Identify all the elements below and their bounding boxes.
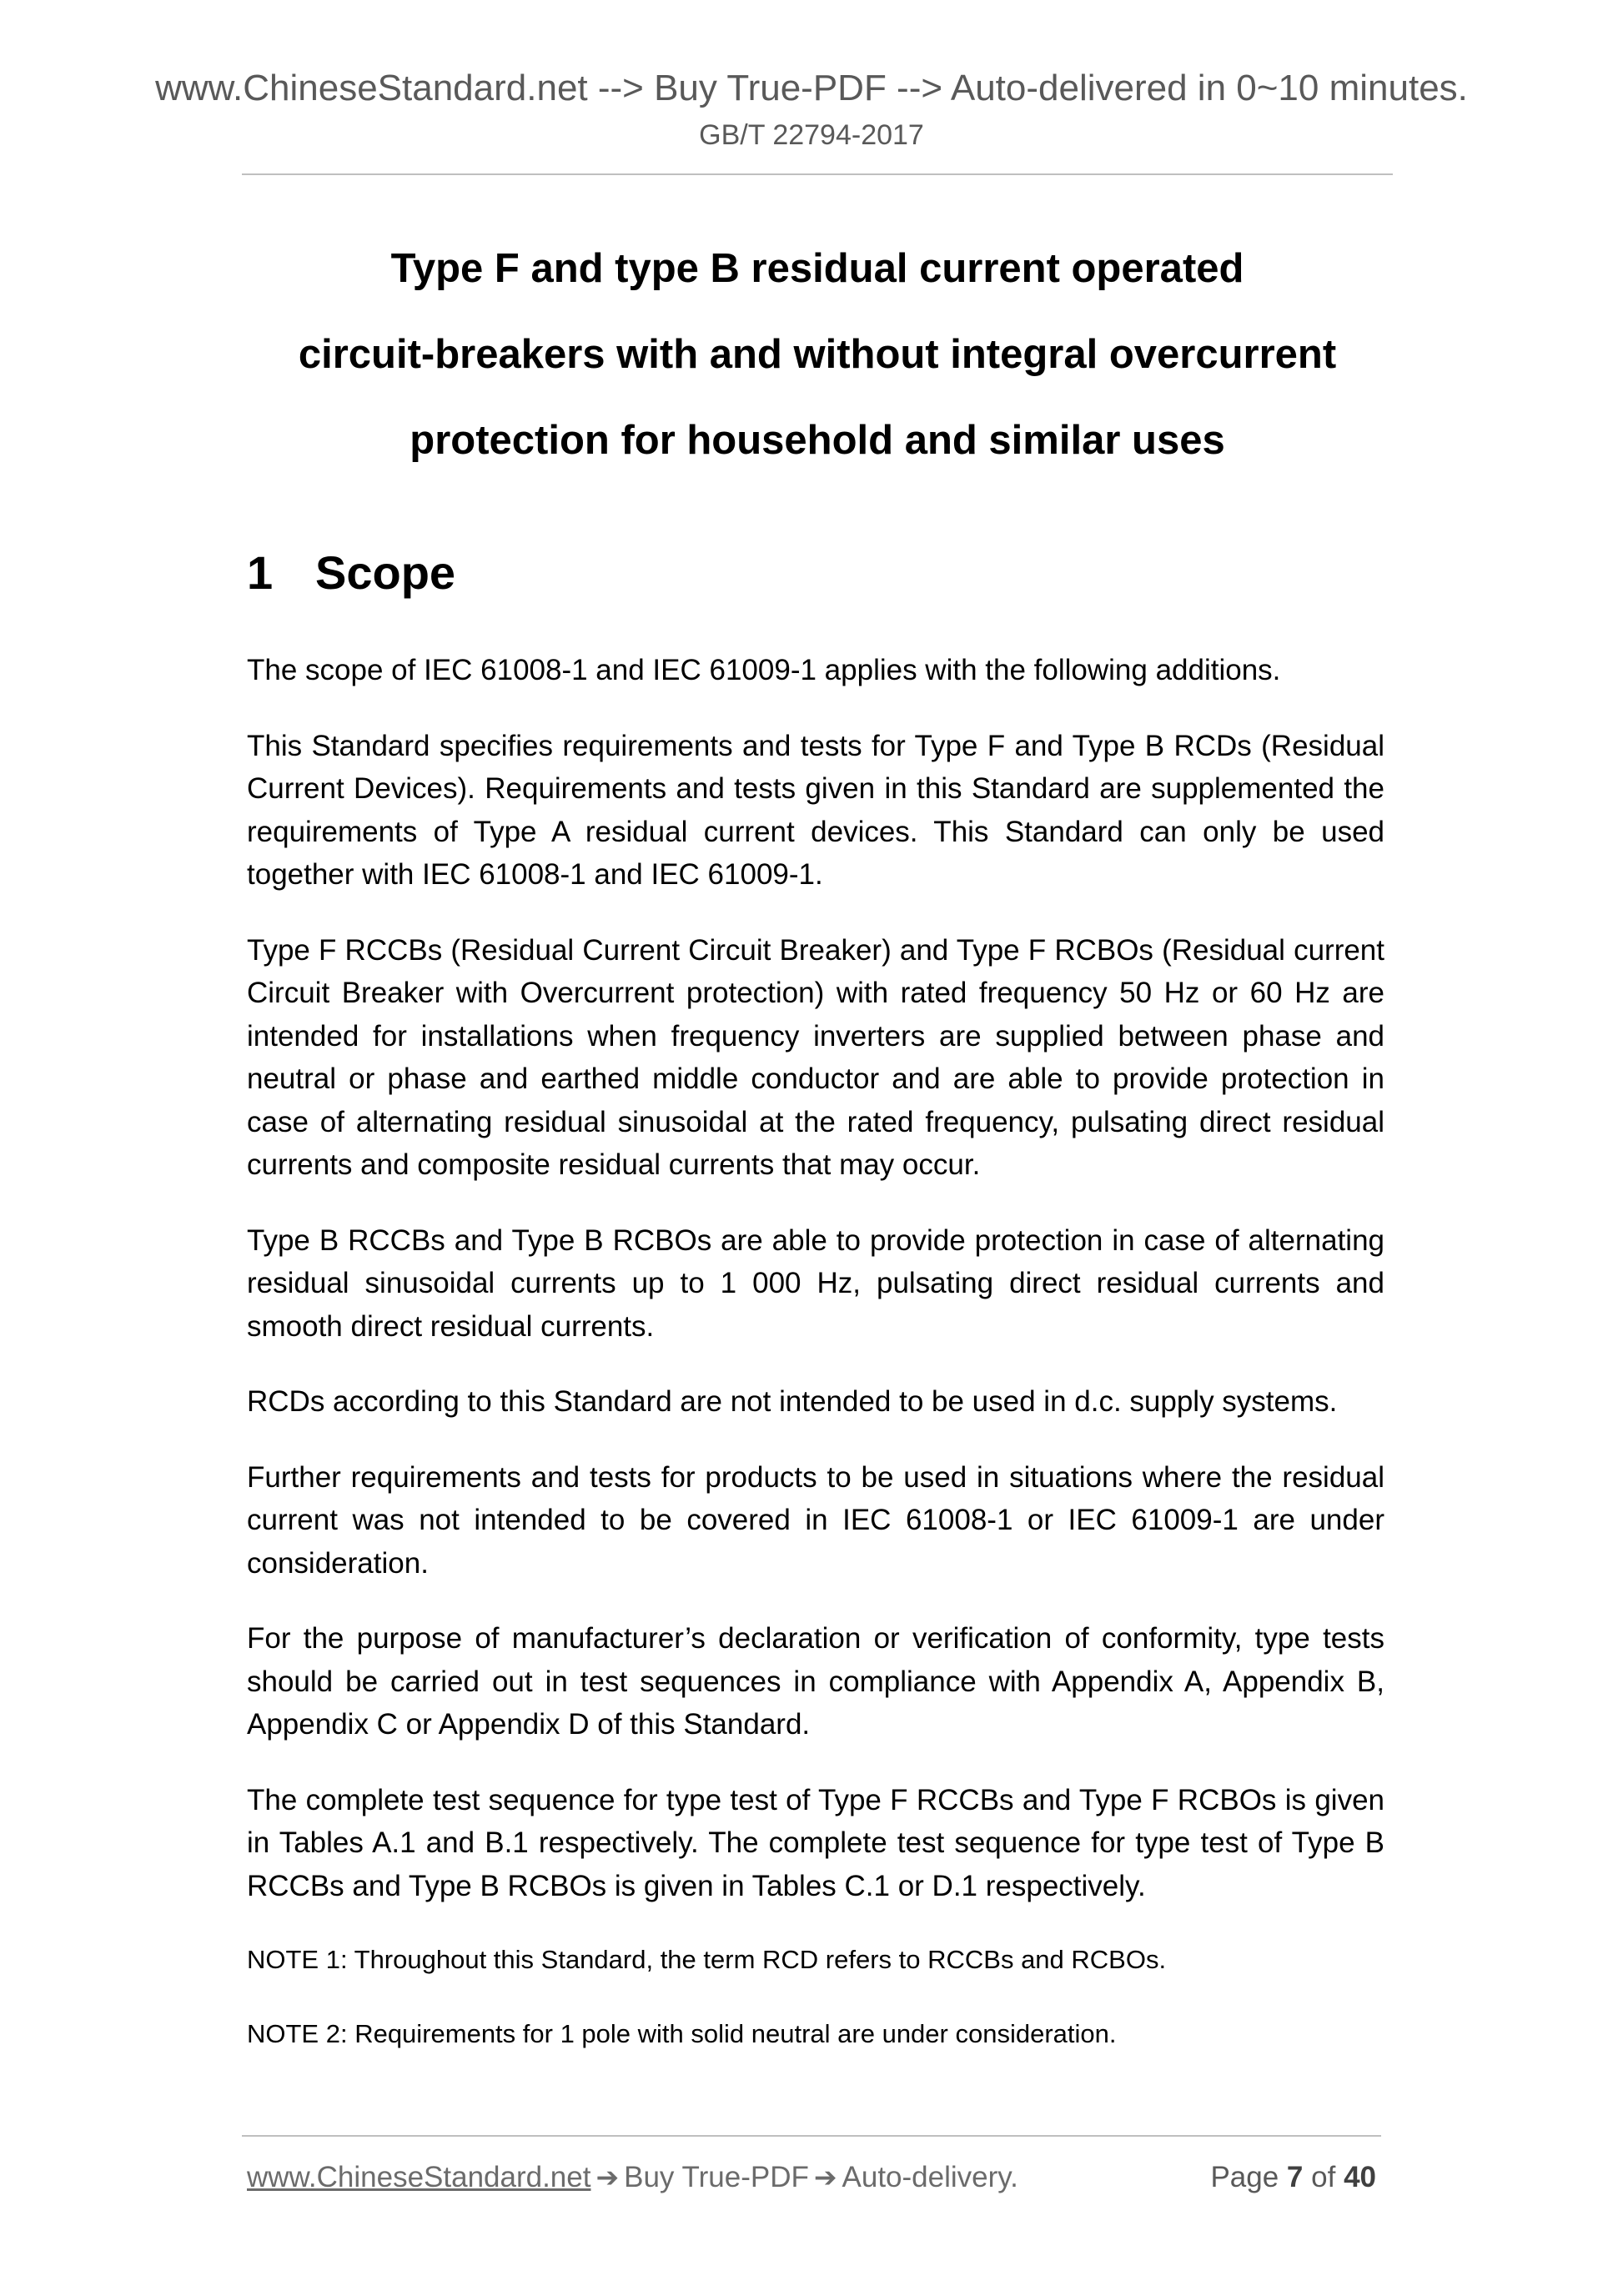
- section-title: Scope: [315, 546, 456, 599]
- paragraph: The complete test sequence for type test of Type F RCCBs and Type F RCBOs is given in Tables A.1 and B.1 respectively. The complete test sequence for type test of Type B RCCBs and Type B RCBOs is given in Tables C.1 or D.1 respectively.: [247, 1783, 1384, 1902]
- page-total: 40: [1344, 2161, 1376, 2193]
- page-current: 7: [1286, 2161, 1304, 2193]
- buy-pdf-text: Buy True-PDF: [624, 2161, 809, 2193]
- standard-code: GB/T 22794-2017: [699, 119, 924, 151]
- header-divider: [242, 173, 1393, 175]
- section-number: 1: [247, 546, 274, 599]
- footer-divider: [242, 2135, 1381, 2137]
- auto-delivery-text: Auto-delivery.: [842, 2161, 1018, 2193]
- page-label: Page: [1210, 2161, 1279, 2193]
- paragraph: Further requirements and tests for products to be used in situations where the residual current was not intended to be covered in IEC 61008-1 or IEC 61009-1 are under consideration.: [247, 1460, 1384, 1580]
- section-heading: [247, 544, 455, 602]
- note: NOTE 1: Throughout this Standard, the term RCD refers to RCCBs and RCBOs.: [247, 1945, 1167, 1974]
- footer-links: [247, 2158, 1018, 2197]
- arrow-right-icon: ➔: [813, 2162, 837, 2193]
- paragraph: For the purpose of manufacturer’s declaration or verification of conformity, type tests should be carried out in test sequences in compliance with Appendix A, Appendix B, Appendix C or Appendix D of this Standard.: [247, 1622, 1384, 1741]
- paragraph: This Standard specifies requirements and tests for Type F and Type B RCDs (Residual Current Devices). Requirements and tests given in this Standard are supplemented the requirements of Type A residual current devices. This Standard can only be used together with IEC 61008-1 and IEC 61009-1.: [247, 729, 1384, 891]
- paragraph: Type B RCCBs and Type B RCBOs are able to provide protection in case of alternating residual sinusoidal currents up to 1 000 Hz, pulsating direct residual currents and smooth direct residual currents.: [247, 1223, 1384, 1343]
- paragraph: Type F RCCBs (Residual Current Circuit Breaker) and Type F RCBOs (Residual current Circuit Breaker with Overcurrent protection) with rated frequency 50 Hz or 60 Hz are intended for installations when frequency inverters are supplied between phase and neutral or phase and earthed middle conductor and are able to provide protection in case of alternating residual sinusoidal at the rated frequency, pulsating direct residual currents and composite residual currents that may occur.: [247, 933, 1384, 1181]
- document-title: [242, 235, 1393, 493]
- website-link[interactable]: www.ChineseStandard.net: [247, 2161, 591, 2193]
- paragraph: The scope of IEC 61008-1 and IEC 61009-1 applies with the following additions.: [247, 654, 1281, 686]
- note: NOTE 2: Requirements for 1 pole with solid neutral are under consideration.: [247, 2019, 1117, 2048]
- paragraph: RCDs according to this Standard are not intended to be used in d.c. supply systems.: [247, 1385, 1338, 1418]
- header-banner: www.ChineseStandard.net --> Buy True-PDF --> Auto-delivered in 0~10 minutes.: [155, 68, 1468, 108]
- title-line: protection for household and similar uses: [410, 418, 1225, 463]
- title-line: Type F and type B residual current operated: [390, 246, 1244, 291]
- title-line: circuit-breakers with and without integral overcurrent: [298, 332, 1337, 377]
- page-indicator: [1210, 2158, 1376, 2197]
- arrow-right-icon: ➔: [595, 2162, 620, 2193]
- page-of: of: [1311, 2161, 1336, 2193]
- section-body: [247, 649, 1384, 2088]
